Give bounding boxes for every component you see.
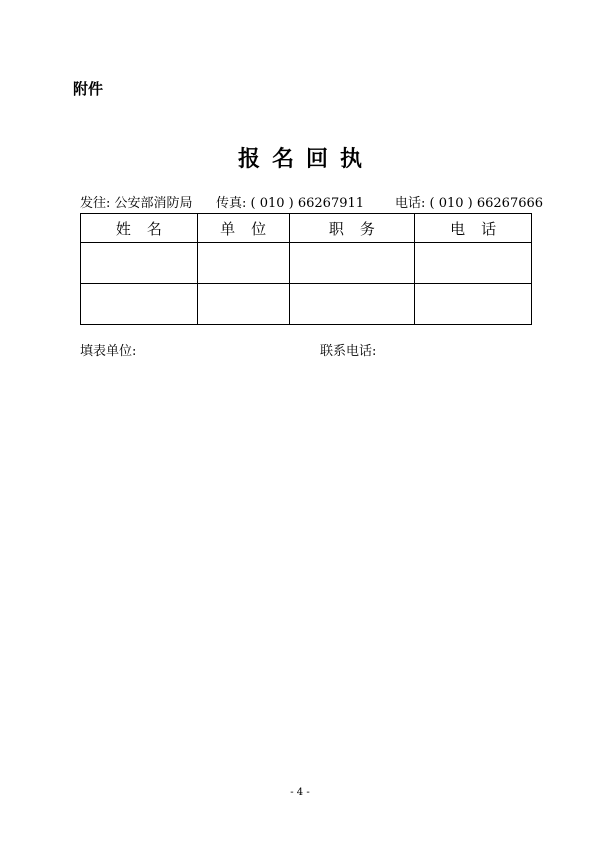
fill-unit-label: 填表单位: [80,344,137,359]
contact-phone-label: 联系电话: [320,344,377,359]
column-header-unit: 单位 [197,214,289,243]
table-cell-unit[interactable] [197,284,289,325]
table-cell-phone[interactable] [415,284,532,325]
table-cell-phone[interactable] [415,243,532,284]
page-number: - 4 - [290,787,310,798]
column-header-position: 职务 [289,214,415,243]
table-row [81,243,532,284]
attachment-label: 附件 [73,80,104,98]
table-header-row [81,214,532,243]
table-cell-position[interactable] [289,284,415,325]
tel-text: 电话: ( 010 ) 66267666 [395,196,544,211]
table-cell-name[interactable] [81,284,198,325]
table-cell-unit[interactable] [197,243,289,284]
column-header-phone: 电话 [415,214,532,243]
column-header-name: 姓名 [81,214,198,243]
table-cell-name[interactable] [81,243,198,284]
table-row [81,284,532,325]
fax-text: 传真: ( 010 ) 66267911 [216,196,365,211]
document-title: 报名回执 [237,146,374,172]
table-cell-position[interactable] [289,243,415,284]
send-to-text: 发往: 公安部消防局 [80,196,193,211]
registration-table [80,213,532,325]
